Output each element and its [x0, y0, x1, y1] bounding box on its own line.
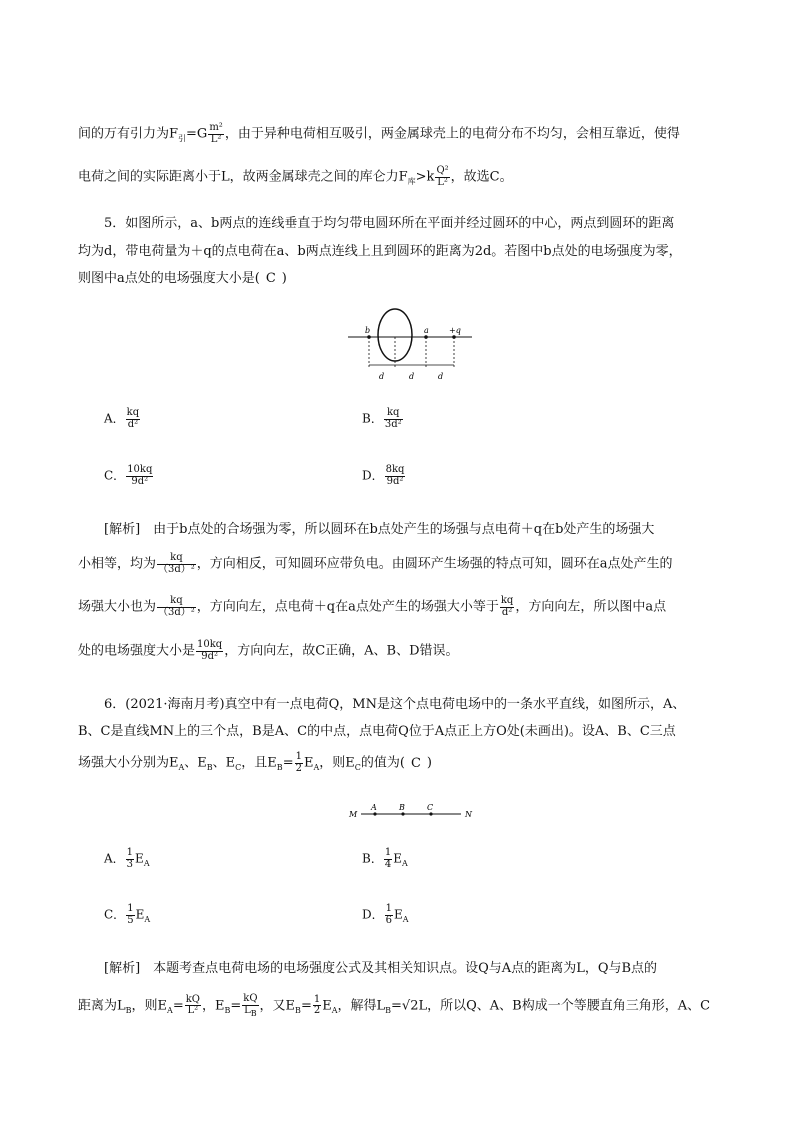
option-c: C． $\frac{10kq}{\text{9d²}}$ — [104, 464, 153, 487]
label-d1: d — [379, 372, 385, 381]
answer: C — [265, 271, 276, 286]
option-d: D． $\frac{1}{6}$ $E_A$ — [362, 903, 409, 926]
question-5-line-3: 则图中a点处的电场强度大小是( C ) — [78, 271, 287, 286]
option-a: A． $\frac{1}{3}$ $E_A$ — [104, 847, 150, 870]
label-b: B — [399, 803, 405, 812]
analysis-line-3: 场强大小也为 $\frac{kq}{\text{（3d）²}}$ ，方向向左，点电荷＋q在a点处产生的场强大小等于 $\frac{kq}{\text{d²}}$ ，方向向左，所以图中a点 — [78, 595, 667, 618]
option-d: D． $\frac{8kq}{\text{9d²}}$ — [362, 464, 405, 487]
question-5-line-1: 5．如图所示，a、b两点的连线垂直于均匀带电圆环所在平面并经过圆环的中心，两点到圆环的距离 — [104, 216, 675, 231]
analysis-line-1: [解析] 本题考查点电荷电场的电场强度公式及其相关知识点。设Q与A点的距离为L，Q与B点的 — [104, 961, 658, 976]
label-b: b — [365, 326, 371, 335]
option-b: B． $\frac{1}{4}$ $E_A$ — [362, 847, 408, 870]
answer: C — [410, 755, 421, 771]
label-a: A — [371, 803, 377, 812]
text-line: 间的万有引力为$F_引=G$ $\frac{\text{m²}}{\text{L²}}$ ，由于异种电荷相互吸引，两金属球壳上的电荷分布不均匀，会相互靠近，使得 — [78, 122, 680, 145]
analysis-line-2: 小相等，均为 $\frac{kq}{\text{（3d）²}}$ ，方向相反，可知圆环应带负电。由圆环产生场强的特点可知，圆环在a点处产生的 — [78, 552, 673, 575]
analysis-line-1: [解析] 由于b点处的合场强为零，所以圆环在b点处产生的场强与点电荷＋q在b处产生的场强大 — [104, 522, 655, 537]
analysis-line-2: 距离为$L_B$，则$E_A=$ $\frac{kQ}{\text{L²}}$ ，$E_B=$ $\frac{kQ}{L_B}$ ，又$E_B=$ $\frac{1}{2}$ $E_A$，解得$L_B=√2L$，所以Q、A、B构成一个等腰直角三角形，A、C — [78, 993, 711, 1018]
text-line: 电荷之间的实际距离小于L，故两金属球壳之间的库仑力$F_库>k$ $\frac{\text{Q²}}{\text{L²}}$ ，故选C。 — [78, 165, 513, 188]
analysis-line-4: 处的电场强度大小是 $\frac{10kq}{\text{9d²}}$ ，方向向左，故C正确，A、B、D错误。 — [78, 639, 459, 662]
option-a: A． $\frac{kq}{\text{d²}}$ — [104, 407, 140, 430]
fraction: $\frac{\text{Q²}}{\text{L²}}$ — [436, 165, 449, 188]
label-c: C — [427, 803, 434, 812]
question-6-line-2: B、C是直线MN上的三个点，B是A、C的中点，点电荷Q位于A点正上方O处(未画出)。设A、B、C三点 — [78, 724, 676, 739]
fraction: $\frac{\text{m²}}{\text{L²}}$ — [209, 122, 223, 145]
label-q: +q — [449, 326, 461, 335]
option-c: C． $\frac{1}{5}$ $E_A$ — [104, 903, 151, 926]
label-n: N — [465, 810, 472, 819]
label-a: a — [424, 326, 429, 335]
line-mn-figure — [345, 800, 480, 825]
question-6-line-3: 场强大小分别为$E_A$、$E_B$、$E_C$，且$E_B=$ $\frac{1}{2}$ $E_A$，则$E_C$的值为( C ) — [78, 751, 432, 774]
ring-figure — [340, 305, 480, 385]
label-d2: d — [409, 372, 415, 381]
question-5-line-2: 均为d，带电荷量为＋q的点电荷在a、b两点连线上且到圆环的距离为2d。若图中b点处的电场强度为零， — [78, 244, 682, 259]
label-d3: d — [438, 372, 444, 381]
question-6-line-1: 6．(2021·海南月考)真空中有一点电荷Q，MN是这个点电荷电场中的一条水平直线，如图所示，A、 — [104, 697, 686, 712]
label-m: M — [349, 810, 358, 819]
option-b: B． $\frac{kq}{\text{3d²}}$ — [362, 407, 402, 430]
